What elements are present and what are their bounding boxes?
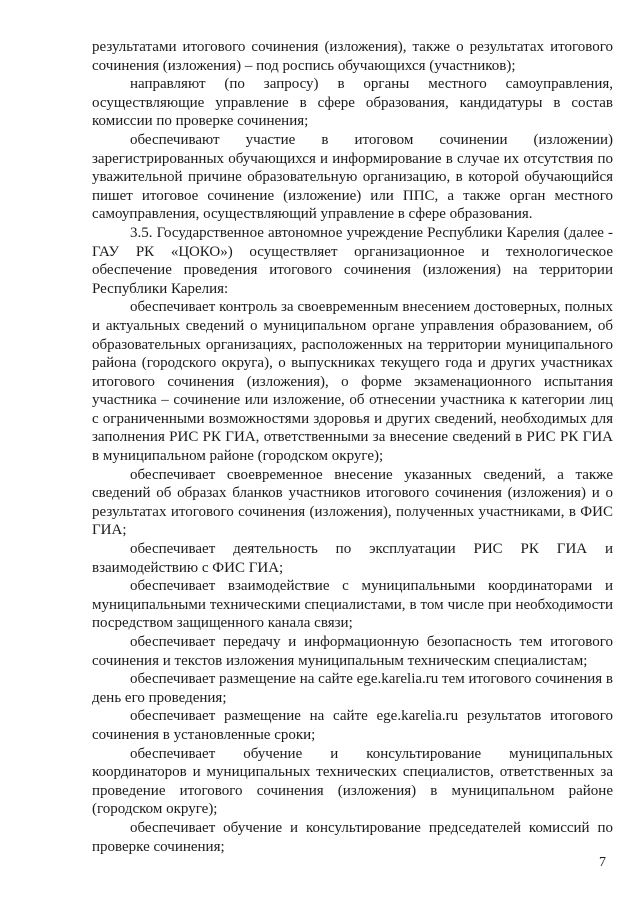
paragraph: обеспечивает размещение на сайте ege.karelia.ru результатов итогового сочинения в установленные сроки; <box>92 708 613 743</box>
paragraph: результатами итогового сочинения (изложения), также о результатах итогового сочинения (изложения) – под роспись обучающихся (участников); <box>92 39 613 74</box>
paragraph: обеспечивает размещение на сайте ege.karelia.ru тем итогового сочинения в день его проведения; <box>92 671 613 706</box>
paragraph: обеспечивает взаимодействие с муниципальными координаторами и муниципальными техническими специалистами, в том числе при необходимости посредством защищенного канала связи; <box>92 578 613 632</box>
paragraph: обеспечивает контроль за своевременным внесением достоверных, полных и актуальных сведений о муниципальном органе управления образованием, об образовательных организациях, расположенных на территории муниципального района (городского округа), о выпускниках текущего года и других участниках итогового сочинения (изложения), о форме экзаменационного испытания участника – сочинение или изложение, об отнесении участника к категории лиц с ограниченными возможностями здоровья и других сведений, необходимых для заполнения РИС РК ГИА, ответственными за внесение сведений в РИС РК ГИА в муниципальном районе (городском округе); <box>92 299 613 465</box>
paragraph: обеспечивает передачу и информационную безопасность тем итогового сочинения и текстов изложения муниципальным техническим специалистам; <box>92 634 613 669</box>
paragraph: обеспечивает обучение и консультирование муниципальных координаторов и муниципальных технических специалистов, ответственных за проведение итогового сочинения (изложения) в муниципальном районе (городском округе); <box>92 745 613 818</box>
paragraph: обеспечивает обучение и консультирование председателей комиссий по проверке сочинения; <box>92 819 613 855</box>
paragraph: направляют (по запросу) в органы местного самоуправления, осуществляющие управление в сфере образования, кандидатуры в состав комиссии по проверке сочинения; <box>92 76 613 130</box>
section-paragraph-3-5: 3.5. Государственное автономное учреждение Республики Карелия (далее - ГАУ РК «ЦОКО») осуществляет организационное и технологическое обеспечение проведения итогового сочинения (изложения) на территории Республики Карелия: <box>92 224 613 297</box>
document-body <box>92 38 613 856</box>
paragraph: обеспечивает своевременное внесение указанных сведений, а также сведений об образах бланков участников итогового сочинения (изложения) и о результатах итогового сочинения (изложения), полученных участниками, в ФИС ГИА; <box>92 466 613 539</box>
paragraph: обеспечивают участие в итоговом сочинении (изложении) зарегистрированных обучающихся и информирование в случае их отсутствия по уважительной причине образовательную организацию, в которой обучающийся пишет итоговое сочинение (изложение) или ППС, а также орган местного самоуправления, осуществляющий управление в сфере образования. <box>92 131 613 223</box>
page-number: 7 <box>599 855 606 870</box>
paragraph: обеспечивает деятельность по эксплуатации РИС РК ГИА и взаимодействию с ФИС ГИА; <box>92 541 613 576</box>
